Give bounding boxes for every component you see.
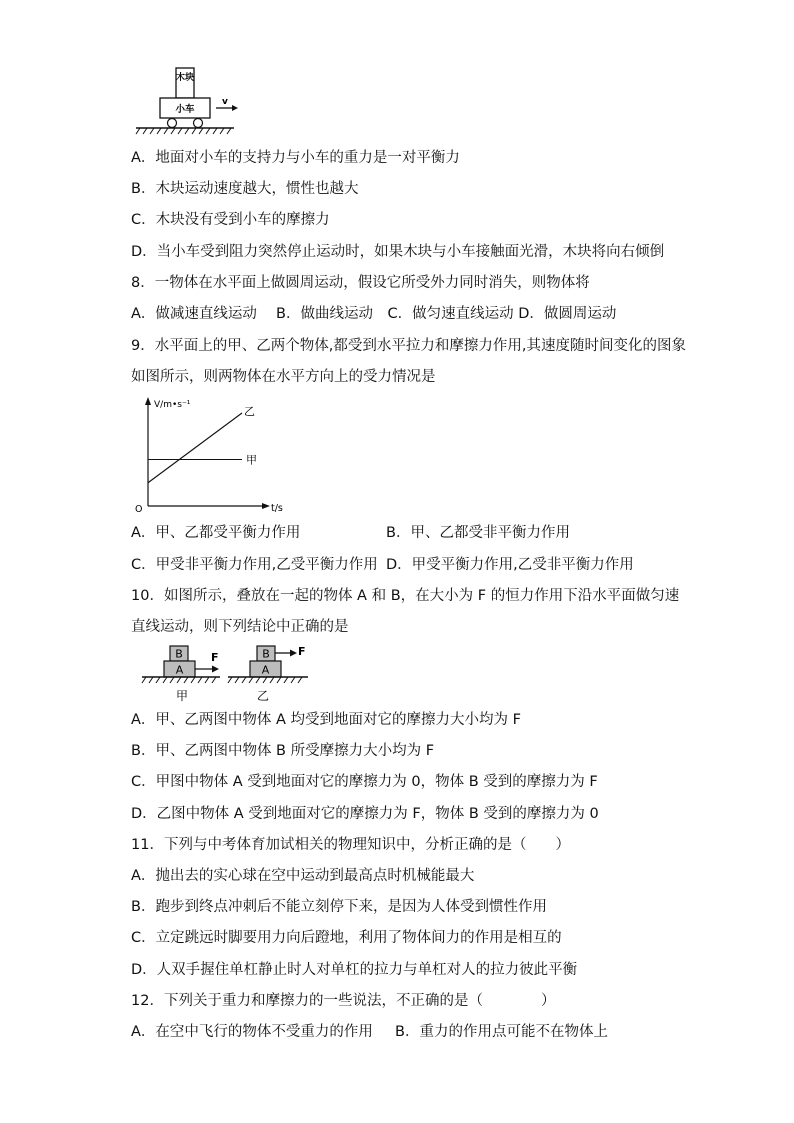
left-caption: 甲 (175, 689, 189, 703)
left-ground-hatching (142, 677, 216, 683)
q11-option-d: D．人双手握住单杠静止时人对单杠的拉力与单杠对人的拉力彼此平衡 (131, 962, 578, 978)
q10-option-c: C．甲图中物体 A 受到地面对它的摩擦力为 0，物体 B 受到的摩擦力为 F (131, 774, 598, 790)
right-caption: 乙 (256, 689, 270, 703)
x-axis-arrowhead (262, 503, 270, 509)
stacked-blocks-figure (140, 641, 312, 705)
velocity-time-chart (132, 393, 292, 519)
y-axis-label: V/m•s⁻¹ (154, 400, 191, 410)
q11-option-a: A．抛出去的实心球在空中运动到最高点时机械能最大 (131, 868, 475, 884)
origin-label: O (135, 504, 143, 515)
x-axis-label: t/s (271, 503, 283, 514)
series-line-0 (148, 413, 242, 483)
ground-hatching (136, 128, 231, 134)
q7-option-c: C．木块没有受到小车的摩擦力 (131, 212, 330, 228)
series-label-1: 甲 (246, 453, 257, 467)
cart-wheel-left (168, 119, 177, 128)
wood-block-label: 木块 (175, 73, 195, 83)
velocity-arrowhead (232, 105, 238, 111)
q10-option-b: B．甲、乙两图中物体 B 所受摩擦力大小均为 F (131, 743, 435, 759)
q10-option-d: D．乙图中物体 A 受到地面对它的摩擦力为 F，物体 B 受到的摩擦力为 0 (131, 806, 599, 822)
q8-options: A．做减速直线运动 B．做曲线运动 C．做匀速直线运动 D．做圆周运动 (131, 306, 617, 322)
q11-option-b: B．跑步到终点冲刺后不能立刻停下来，是因为人体受到惯性作用 (131, 899, 547, 915)
left-block-b-label: B (175, 647, 183, 661)
left-force-label: F (211, 651, 219, 664)
q9-option-d: D．甲受平衡力作用,乙受非平衡力作用 (386, 557, 634, 573)
q10-stem-line1: 10．如图所示，叠放在一起的物体 A 和 B，在大小为 F 的恒力作用下沿水平面做匀速 (131, 588, 680, 604)
q12-option-b: B．重力的作用点可能不在物体上 (395, 1024, 608, 1040)
right-block-b-label: B (262, 647, 270, 661)
series-label-0: 乙 (244, 405, 255, 418)
right-ground-hatching (228, 677, 302, 683)
right-force-arrowhead (290, 650, 297, 657)
q10-stem-line2: 直线运动，则下列结论中正确的是 (131, 619, 349, 635)
cart-wheel-right (194, 119, 203, 128)
q12-stem: 12．下列关于重力和摩擦力的一些说法，不正确的是（ ） (131, 993, 556, 1009)
y-axis-arrowhead (145, 397, 151, 405)
q10-option-a: A．甲、乙两图中物体 A 均受到地面对它的摩擦力大小均为 F (131, 712, 522, 728)
right-block-a-label: A (261, 663, 270, 677)
q11-stem: 11．下列与中考体育加试相关的物理知识中，分析正确的是（ ） (131, 837, 570, 853)
q9-option-a: A．甲、乙都受平衡力作用 (131, 525, 301, 541)
q8-stem: 8．一物体在水平面上做圆周运动，假设它所受外力同时消失，则物体将 (131, 275, 590, 291)
q7-option-b: B．木块运动速度越大，惯性也越大 (131, 181, 359, 197)
left-force-arrowhead (212, 666, 219, 673)
q9-option-b: B．甲、乙都受非平衡力作用 (386, 525, 570, 541)
q9-stem-line1: 9．水平面上的甲、乙两个物体,都受到水平拉力和摩擦力作用,其速度随时间变化的图象 (131, 338, 686, 354)
q11-option-c: C．立定跳远时脚要用力向后蹬地，利用了物体间力的作用是相互的 (131, 930, 562, 946)
cart-block-figure (134, 62, 240, 138)
q7-option-a: A．地面对小车的支持力与小车的重力是一对平衡力 (131, 150, 460, 166)
right-force-label: F (298, 645, 306, 658)
left-block-a-label: A (175, 663, 184, 677)
q12-option-a: A．在空中飞行的物体不受重力的作用 (131, 1024, 373, 1040)
q9-stem-line2: 如图所示，则两物体在水平方向上的受力情况是 (131, 369, 436, 385)
velocity-label: v (222, 97, 228, 107)
cart-label: 小车 (175, 104, 195, 115)
q9-option-c: C．甲受非平衡力作用,乙受平衡力作用 (131, 557, 378, 573)
q7-option-d: D．当小车受到阻力突然停止运动时，如果木块与小车接触面光滑，木块将向右倾倒 (131, 244, 665, 260)
